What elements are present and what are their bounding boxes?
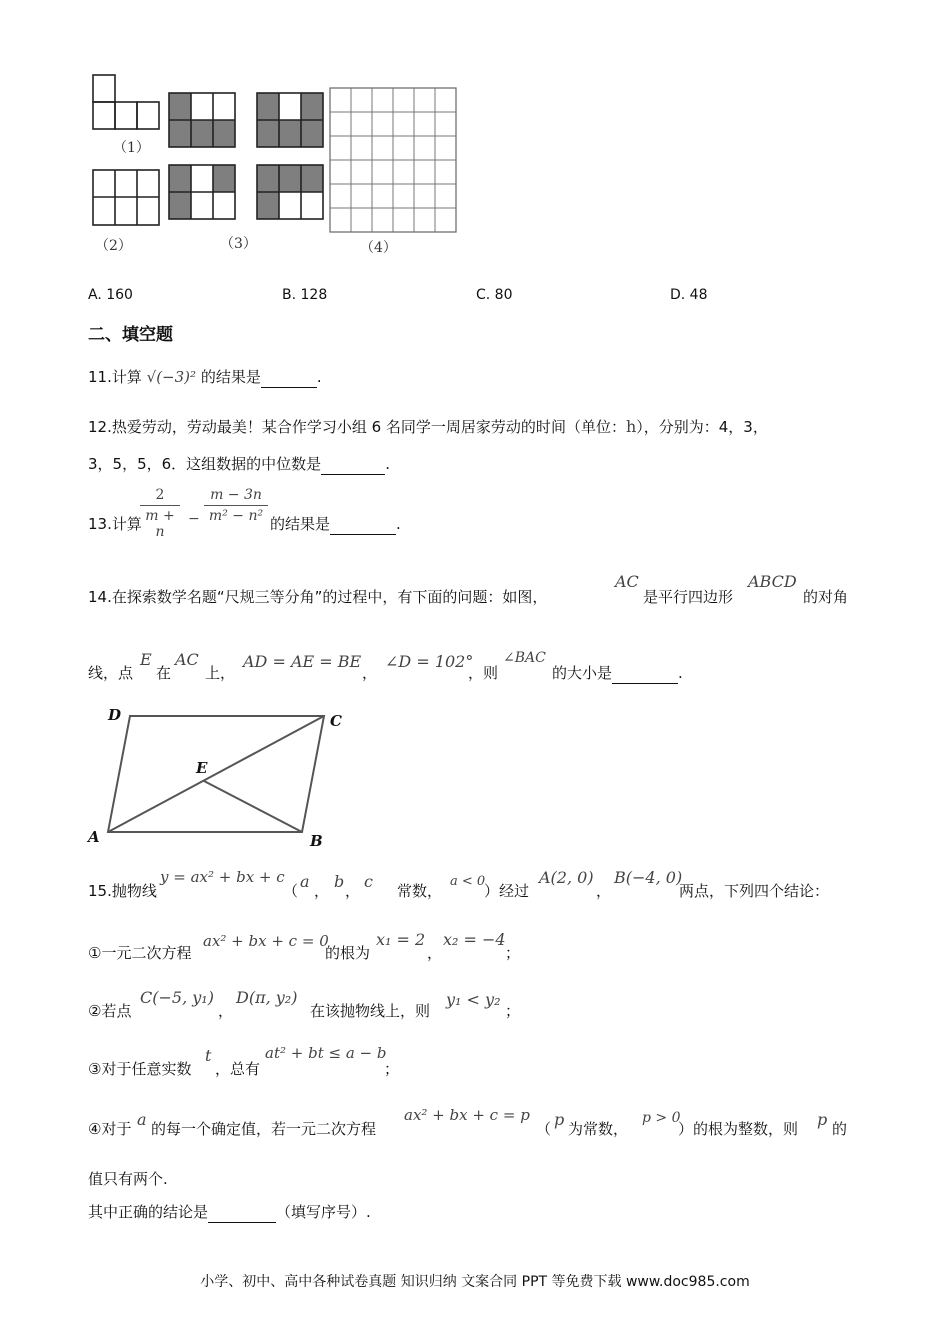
q15-s2-ineq: y₁ < y₂ [446, 990, 501, 1009]
q13-answer-blank[interactable] [330, 518, 396, 535]
q13-end: . [396, 515, 401, 533]
vertex-label-a: A [88, 828, 100, 846]
q15-point-a: A(2, 0) [539, 868, 594, 887]
q13-frac1-numerator: 2 [155, 487, 165, 503]
q15-sep-2: ， [345, 882, 361, 900]
q13-fraction-1 [140, 487, 180, 540]
q13-frac2-denominator: m² − n² [208, 508, 264, 524]
q15-s2-b: 在该抛物线上，则 [310, 1002, 431, 1020]
q15-a: a [300, 872, 310, 891]
q14-end: . [678, 664, 683, 682]
choice-d: D. 48 [670, 287, 708, 303]
q15-final-a: 其中正确的结论是 [88, 1203, 209, 1221]
q15-s4-p2: p [817, 1110, 828, 1129]
section-title: 二、填空题 [88, 325, 173, 345]
q13-suffix: 的结果是 [270, 515, 331, 533]
question-12-line-1 [88, 416, 768, 438]
q15-s1-b: 的根为 [325, 944, 371, 962]
q15-s3-t: t [205, 1046, 212, 1065]
q12-answer-blank[interactable] [321, 458, 385, 475]
q14-line-1c: 的对角 [803, 588, 849, 606]
q15-s2-end: ； [505, 1002, 521, 1020]
vertex-label-d: D [108, 706, 122, 724]
q15-s3-end: ； [384, 1060, 400, 1078]
q15-s4-line-2: 值只有两个. [88, 1170, 168, 1188]
q14-line-2d: ，则 [468, 664, 499, 682]
q12-unit: h [625, 417, 637, 436]
q15-s2-c: C(−5, y₁) [140, 988, 214, 1007]
q15-s4-p: p [554, 1110, 565, 1129]
q15-s2-a: ②若点 [88, 1002, 132, 1020]
figure-2-grid [93, 170, 159, 225]
q15-s3-b: ，总有 [215, 1060, 261, 1078]
q15-answer-blank[interactable] [208, 1206, 276, 1223]
q14-bac: ∠BAC [503, 650, 546, 666]
q15-s4-eq: ax² + bx + c = p [404, 1106, 530, 1124]
q15-point-b: B(−4, 0) [614, 868, 683, 887]
q15-s4-avar: a [137, 1110, 147, 1129]
q14-line-2a: 线，点 [88, 664, 134, 682]
q14-line-1a: 14.在探索数学名题“尺规三等分角”的过程中，有下面的问题：如图， [88, 588, 548, 606]
q15-sep-3: ， [596, 882, 612, 900]
question-13-tail [270, 513, 401, 535]
q14-line-1b: 是平行四边形 [643, 588, 734, 606]
q15-sep-1: ， [314, 882, 330, 900]
q15-parabola: y = ax² + bx + c [160, 868, 285, 886]
vertex-label-e: E [196, 759, 208, 777]
q15-s4-e: ）的根为整数，则 [678, 1120, 799, 1138]
vertex-label-b: B [310, 832, 323, 850]
choice-b: B. 128 [282, 287, 328, 303]
q14-line-2c: 上， [205, 664, 236, 682]
q15-s1-x2: x₂ = −4 [443, 930, 506, 949]
q15-final-b: （填写序号）. [276, 1203, 371, 1221]
q15-final [88, 1201, 371, 1223]
q15-s2-sep: ， [218, 1002, 234, 1020]
q15-s1-a: ①一元二次方程 [88, 944, 192, 962]
q12-end: . [385, 455, 390, 473]
q15-passes: ）经过 [484, 882, 530, 900]
q15-s4-c: （ [536, 1120, 552, 1138]
figure-label-1: （1） [113, 140, 150, 156]
q15-s1-end: ； [505, 944, 521, 962]
q14-ac: AC [615, 572, 639, 591]
q11-expression: √(−3)² [146, 368, 197, 386]
figure-3-grids [169, 93, 323, 219]
q15-s2-d: D(π, y₂) [236, 988, 298, 1007]
vertex-label-c: C [330, 712, 342, 730]
q15-constant: 常数， [397, 882, 443, 900]
q15-s3-ineq: at² + bt ≤ a − b [265, 1044, 387, 1062]
q14-ac-2: AC [175, 650, 199, 669]
page-footer: 小学、初中、高中各种试卷真题 知识归纳 文案合同 PPT 等免费下载 www.doc985.com [200, 1274, 750, 1290]
q15-s4-b: 的每一个确定值，若一元二次方程 [151, 1120, 377, 1138]
q13-minus: − [188, 511, 200, 527]
q15-s4-cond: p > 0 [642, 1110, 681, 1126]
q14-comma: ， [362, 664, 378, 682]
q14-line-2e [552, 662, 683, 684]
q15-s4-d: 为常数， [568, 1120, 629, 1138]
q11-prefix: 11.计算 [88, 368, 142, 386]
figure-label-3: （3） [220, 236, 257, 252]
q15-line-1a: 15.抛物线 [88, 882, 157, 900]
q15-line-1e: 两点，下列四个结论： [679, 882, 830, 900]
q14-eq1: AD = AE = BE [243, 652, 362, 671]
question-11 [88, 366, 322, 388]
q13-frac2-numerator: m − 3n [210, 487, 262, 503]
grid-figure [85, 70, 465, 260]
q15-s3-a: ③对于任意实数 [88, 1060, 192, 1078]
choice-c: C. 80 [476, 287, 513, 303]
q15-s4-a: ④对于 [88, 1120, 132, 1138]
figure-1-l-shape [93, 75, 159, 129]
q15-s1-sep: ， [427, 944, 443, 962]
q15-b: b [334, 872, 345, 891]
q14-answer-blank[interactable] [612, 667, 678, 684]
figure-label-4: （4） [360, 240, 397, 256]
q14-e: E [140, 650, 152, 669]
q11-answer-blank[interactable] [261, 371, 317, 388]
choice-a: A. 160 [88, 287, 133, 303]
q11-end: . [316, 368, 322, 386]
q13-frac1-denominator: m + n [145, 508, 175, 540]
q14-abcd: ABCD [748, 572, 797, 591]
q12-text-a: 12.热爱劳动，劳动最美！某合作学习小组 6 名同学一周居家劳动的时间（单位： [88, 418, 626, 436]
q13-prefix: 13.计算 [88, 515, 142, 533]
q15-paren-open: （ [283, 882, 299, 900]
q14-line-2e-text: 的大小是 [552, 664, 613, 682]
figure-4-grid [330, 88, 456, 232]
q12-text-c: 3，5，5，6．这组数据的中位数是 [88, 455, 322, 473]
q15-s4-f: 的 [832, 1120, 848, 1138]
q14-line-2b: 在 [156, 664, 172, 682]
q15-c: c [364, 872, 373, 891]
q15-cond: a < 0 [450, 874, 486, 889]
q11-suffix: 的结果是 [200, 368, 261, 386]
parallelogram-figure [82, 702, 362, 852]
q12-text-b: ），分别为：4，3， [636, 418, 768, 436]
q15-s1-eq: ax² + bx + c = 0 [203, 932, 329, 950]
q14-eq2: ∠D = 102° [385, 652, 474, 671]
q15-s1-x1: x₁ = 2 [376, 930, 426, 949]
figure-label-2: （2） [95, 238, 132, 254]
question-12-line-2 [88, 453, 390, 475]
q13-fraction-2 [204, 487, 268, 524]
